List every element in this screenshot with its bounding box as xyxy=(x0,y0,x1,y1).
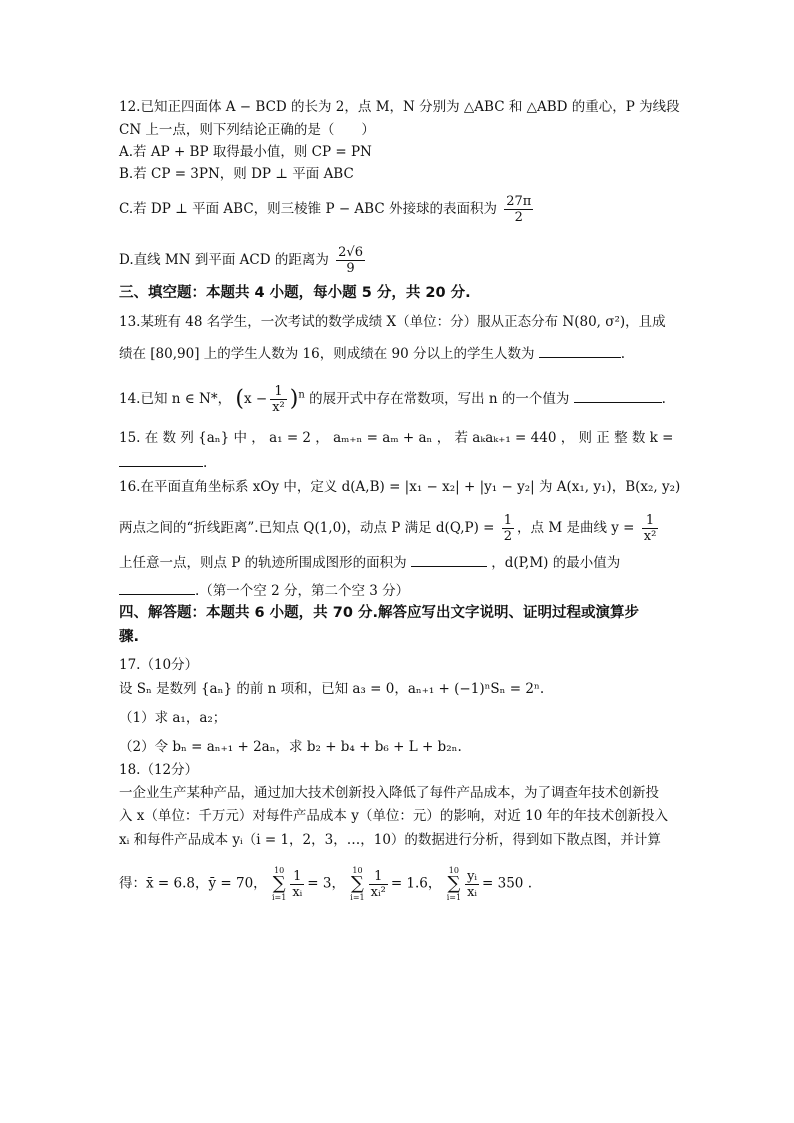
fraction-denominator: 2 xyxy=(514,210,523,225)
q18-frac-1 xyxy=(290,869,304,900)
q16-line2 xyxy=(119,513,661,544)
q15-line1: 15. 在 数 列 {aₙ} 中 ， a₁ = 2 ， aₘ₊ₙ = aₘ + aₙ ， 若 aₖaₖ₊₁ = 440 ， 则 正 整 数 k = xyxy=(119,430,674,446)
fraction-denominator: xᵢ xyxy=(467,884,478,900)
q14-x-minus: x − xyxy=(243,391,268,407)
q16-fraction-half xyxy=(502,513,514,544)
sigma-symbol: ∑ xyxy=(272,873,286,894)
sigma-symbol: ∑ xyxy=(351,873,364,894)
answer-blank xyxy=(574,388,662,403)
fraction-denominator: x² xyxy=(643,529,657,544)
summation-1 xyxy=(272,866,286,902)
period: . xyxy=(620,346,626,362)
q18-sum2-value: = 1.6， xyxy=(390,875,442,892)
q14-suffix: 的展开式中存在常数项，写出 n 的一个值为 xyxy=(309,391,570,407)
q12-option-c-fraction xyxy=(504,194,533,225)
fraction-numerator: 1 xyxy=(270,384,287,400)
period: . xyxy=(661,391,666,407)
q18-calc-line xyxy=(119,866,532,902)
fraction-numerator: 1 xyxy=(642,513,659,529)
q12-stem-line1: 12.已知正四面体 A − BCD 的长为 2，点 M，N 分别为 △ABC 和 △ABD 的重心，P 为线段 xyxy=(119,99,680,115)
q18-frac-3 xyxy=(465,869,479,900)
paren-left: ( xyxy=(235,386,244,412)
q13-line2-text: 绩在 [80,90] 上的学生人数为 16，则成绩在 90 分以上的学生人数为 xyxy=(119,346,535,362)
sum-upper: 10 xyxy=(448,866,459,875)
q17-part1: （1）求 a₁，a₂； xyxy=(119,710,227,726)
q17-part2: （2）令 bₙ = aₙ₊₁ + 2aₙ，求 b₂ + b₄ + b₆ + L + b₂ₙ. xyxy=(119,739,462,755)
q13-line1: 13.某班有 48 名学生，一次考试的数学成绩 X（单位：分）服从正态分布 N(80, σ²)，且成 xyxy=(119,314,666,330)
sum-upper: 10 xyxy=(352,866,363,875)
section-3-heading: 三、填空题：本题共 4 小题，每小题 5 分，共 20 分. xyxy=(119,285,471,301)
answer-blank xyxy=(119,452,203,467)
q17-stem: 设 Sₙ 是数列 {aₙ} 的前 n 项和，已知 a₃ = 0，aₙ₊₁ + (−1)ⁿSₙ = 2ⁿ. xyxy=(119,681,545,697)
period: . xyxy=(203,455,208,471)
q16-line4 xyxy=(119,580,409,601)
fraction-numerator: yᵢ xyxy=(467,868,478,884)
answer-blank-1 xyxy=(411,552,487,567)
sigma-symbol: ∑ xyxy=(447,873,461,894)
q17-score: 17.（10分） xyxy=(119,657,199,673)
q18-sum3-value: = 350 . xyxy=(482,875,532,892)
q16-line3-mid: ，d(P,M) 的最小值为 xyxy=(491,555,621,571)
fraction-denominator: xᵢ² xyxy=(370,884,386,900)
summation-2 xyxy=(350,866,364,902)
q16-line3 xyxy=(119,552,620,573)
sum-lower: i=1 xyxy=(446,893,462,902)
fraction-denominator: 2 xyxy=(503,529,513,544)
q18-line1: 一企业生产某种产品，通过加大技术创新投入降低了每件产品成本，为了调查年技术创新投 xyxy=(119,785,659,801)
q18-line2: 入 x（单位：千万元）对每件产品成本 y（单位：元）的影响，对近 10 年的年技术创新投入 xyxy=(119,808,669,824)
q12-option-b: B.若 CP = 3PN，则 DP ⊥ 平面 ABC xyxy=(119,166,354,182)
sum-upper: 10 xyxy=(274,866,285,875)
fraction-numerator: 27π xyxy=(506,194,532,209)
q15-line2 xyxy=(119,452,207,473)
fraction-numerator: 1 xyxy=(290,869,304,885)
paren-right: ) xyxy=(289,386,299,412)
sum-lower: i=1 xyxy=(350,893,365,902)
q12-option-c xyxy=(119,194,536,225)
q18-sum1-value: = 3， xyxy=(307,875,345,892)
q12-option-d xyxy=(119,245,368,276)
q18-score: 18.（12分） xyxy=(119,762,199,778)
fraction-denominator: x² xyxy=(272,400,285,415)
sum-lower: i=1 xyxy=(271,893,287,902)
q14-prefix: 14.已知 n ∈ N*， xyxy=(119,391,232,407)
q12-stem-line2: CN 上一点，则下列结论正确的是（ ） xyxy=(119,122,375,138)
q16-line3-text: 上任意一点，则点 P 的轨迹所围成图形的面积为 xyxy=(119,555,407,571)
q18-line3: xᵢ 和每件产品成本 yᵢ（i = 1，2，3，…，10）的数据进行分析，得到如下散点图，并计算 xyxy=(119,832,661,848)
fraction-denominator: xᵢ xyxy=(292,884,303,900)
q18-frac-2 xyxy=(369,869,388,900)
q12-option-a: A.若 AP + BP 取得最小值，则 CP = PN xyxy=(119,144,372,160)
section-4-heading-line1: 四、解答题：本题共 6 小题，共 70 分.解答应写出文字说明、证明过程或演算步 xyxy=(119,605,639,621)
q16-line1: 16.在平面直角坐标系 xOy 中，定义 d(A,B) = |x₁ − x₂| + |y₁ − y₂| 为 A(x₁, y₁)，B(x₂, y₂) xyxy=(119,479,681,495)
q12-option-d-text: D.直线 MN 到平面 ACD 的距离为 xyxy=(119,252,329,268)
answer-blank xyxy=(539,343,621,358)
fraction-numerator: 1 xyxy=(503,513,513,528)
q18-calc-prefix: 得：x̄ = 6.8，ȳ = 70， xyxy=(119,875,267,892)
fraction-numerator: 2√6 xyxy=(338,245,363,260)
q14-line xyxy=(119,384,666,415)
summation-3 xyxy=(447,866,461,902)
q16-line2-mid: ，点 M 是曲线 y = xyxy=(517,520,635,536)
q13-line2 xyxy=(119,343,625,364)
q14-fraction xyxy=(270,384,287,415)
q12-option-c-text: C.若 DP ⊥ 平面 ABC，则三棱锥 P − ABC 外接球的表面积为 xyxy=(119,201,497,217)
q12-option-d-fraction xyxy=(336,245,365,276)
q16-fraction-curve xyxy=(642,513,659,544)
answer-blank-2 xyxy=(119,580,195,595)
section-4-heading-line2: 骤. xyxy=(119,629,140,645)
fraction-numerator: 1 xyxy=(369,869,388,885)
q14-exponent: n xyxy=(298,389,305,401)
q16-scoring-note: .（第一个空 2 分，第二个空 3 分） xyxy=(195,583,410,599)
q16-line2-text: 两点之间的“折线距离”.已知点 Q(1,0)，动点 P 满足 d(Q,P) = xyxy=(119,520,495,536)
fraction-denominator: 9 xyxy=(346,261,355,276)
